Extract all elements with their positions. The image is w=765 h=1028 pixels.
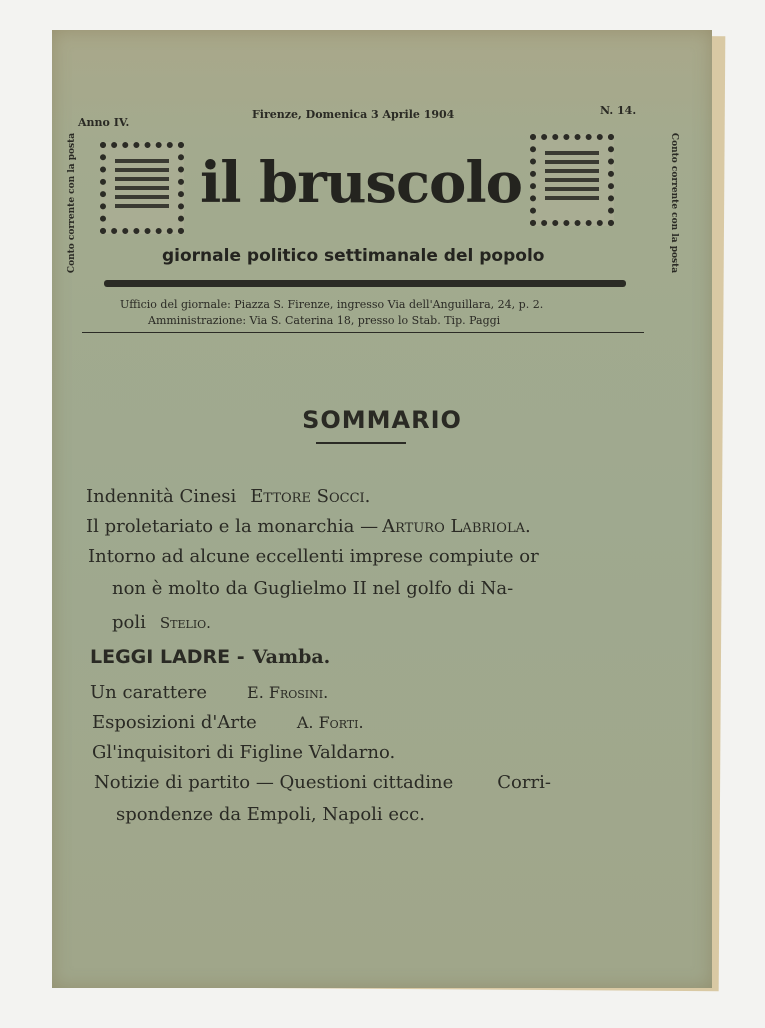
dateline: Firenze, Domenica 3 Aprile 1904	[252, 108, 455, 121]
side-text-left: Conto corrente con la posta	[67, 132, 78, 274]
divider	[82, 332, 644, 333]
ornament	[316, 442, 406, 444]
entry: Notizie di partito — Questioni cittadine Corri-	[94, 772, 551, 793]
newspaper-title: il bruscolo	[200, 150, 523, 216]
subscription-box-left	[100, 142, 184, 234]
entry: Esposizioni d'Arte A. Forti.	[92, 712, 364, 733]
subscription-box-right	[530, 134, 614, 226]
administration-address: Amministrazione: Via S. Caterina 18, presso lo Stab. Tip. Paggi	[148, 314, 501, 327]
newspaper-subtitle: giornale politico settimanale del popolo	[162, 246, 545, 266]
anno: Anno IV.	[78, 116, 130, 129]
entry-continued: poli Stelio.	[112, 612, 211, 633]
entry-continued: spondenze da Empoli, Napoli ecc.	[116, 804, 425, 825]
newspaper-page	[52, 30, 712, 988]
entry: Indennità Cinesi Ettore Socci.	[86, 486, 371, 507]
entry: Un carattere E. Frosini.	[90, 682, 329, 703]
side-text-right: Conto corrente con la posta	[669, 132, 680, 274]
entry: LEGGI LADRE - Vamba.	[90, 646, 331, 668]
entry: Gl'inquisitori di Figline Valdarno.	[92, 742, 396, 763]
entry: Il proletariato e la monarchia — Arturo Labriola.	[86, 516, 531, 537]
entry: Intorno ad alcune eccellenti imprese compiute or	[88, 546, 539, 567]
sommario-heading: SOMMARIO	[302, 406, 462, 434]
ornamental-rule	[104, 280, 626, 287]
entry-continued: non è molto da Guglielmo II nel golfo di Na-	[112, 578, 514, 599]
issue-number: N. 14.	[600, 104, 637, 117]
office-address: Ufficio del giornale: Piazza S. Firenze, ingresso Via dell'Anguillara, 24, p. 2.	[120, 298, 544, 311]
